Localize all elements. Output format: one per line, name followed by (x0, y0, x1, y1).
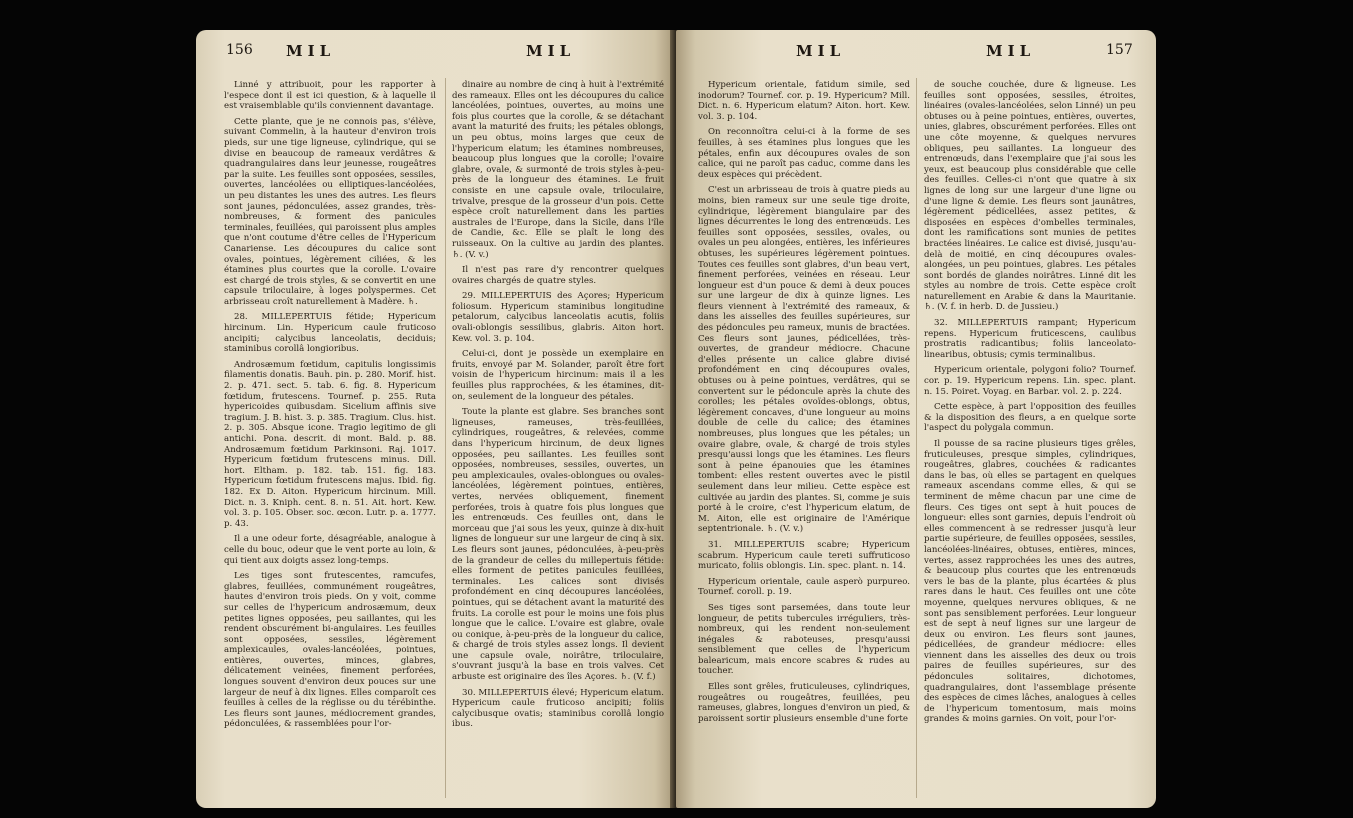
text-paragraph: Celui-ci, dont je possède un exemplaire en fruits, envoyé par M. Solander, paroît être fort voisin de l'hypericum hircinum: mais il a les feuilles plus rapprochées, & les étamines, dit-on, seulement de la longueur des pétales. (452, 349, 664, 402)
column-divider (916, 78, 917, 798)
right-page-column-1 (698, 80, 910, 729)
text-paragraph: Linné y attribuoit, pour les rapporter à l'espece dont il est ici question, & à laquelle il est vraisemblable qu'ils conviennent davantage. (224, 80, 436, 112)
left-page-column-2 (452, 80, 664, 735)
synonymy-paragraph: Hypericum orientale, caule asperò purpureo. Tournef. coroll. p. 19. (698, 576, 910, 598)
text-paragraph: Toute la plante est glabre. Ses branches sont ligneuses, rameuses, très-feuillées, cylindriques, rougeâtres, & relevées, comme dans l'hypericum hircinum, de deux lignes opposées, peu saillantes. Les feuilles sont opposées, nombreuses, sessiles, ouvertes, un peu amplexicaules, ovales-oblongues ou ovales-lancéolées, légèrement pointues, entières, vertes, nervées obliquement, finement perforées, trois à quatre fois plus longues que les entrenœuds. Ces feuilles ont, dans le morceau que j'ai sous les yeux, quinze à dix-huit lignes de longueur sur une largeur de cinq à six. Les fleurs sont jaunes, pédonculées, à-peu-près de la grandeur de celles du millepertuis fétide: elles forment de petites panicules feuillées, terminales. Les calices sont divisés profondément en cinq découpures lancéolées, pointues, qui se détachent avant la maturité des fruits. La corolle est pour le moins une fois plus longue que le calice. L'ovaire est glabre, ovale ou conique, à-peu-près de la longueur du calice, & chargé de trois styles assez longs. Il devient une capsule ovale, noirâtre, triloculaire, s'ouvrant jusqu'à la base en trois valves. Cet arbuste est originaire des îles Açores. ♄. (V. f.) (452, 407, 664, 683)
left-page-column-1 (224, 80, 436, 735)
entry-heading: 28. MILLEPERTUIS fétide; Hypericum hircinum. Lin. Hypericum caule fruticoso ancipiti; calycibus lanceolatis, deciduis; staminibus corollâ longioribus. (224, 312, 436, 355)
text-paragraph: Elles sont grêles, fruticuleuses, cylindriques, rougeâtres ou rougeâtres, feuillées, peu rameuses, glabres, longues d'environ un pied, & paroissent sortir plusieurs ensemble d'une forte (698, 682, 910, 724)
synonymy-paragraph: Androsæmum fœtidum, capitulis longissimis filamentis donatis. Bauh. pin. p. 280. Morif. hist. 2. p. 471. sect. 5. tab. 6. fig. 8. Hypericum fœtidum, frutescens. Tournef. p. 255. Ruta hypericoides quibusdam. Sicelium affinis sive tragium. J. B. hist. 3. p. 385. Tragium. Clus. hist. 2. p. 305. Absque icone. Tragio legitimo de gli antichi. Pona. descrit. di mont. Bald. p. 88. Androsæmum fœtidum Parkinsoni. Raj. 1017. Hypericum fœtidum frutescens minus. Dill. hort. Eltham. p. 182. tab. 151. fig. 183. Hypericum fœtidum frutescens majus. Ibid. fig. 182. Ex D. Aiton. Hypericum hircinum. Mill. Dict. n. 3. Kniph. cent. 8. n. 51. Ait. hort. Kew. vol. 3. p. 105. Obser. soc. œcon. Lutr. p. a. 1777. p. 43. (224, 359, 436, 529)
text-paragraph: On reconnoîtra celui-ci à la forme de ses feuilles, à ses étamines plus longues que les pétales, enfin aux découpures ovales de son calice, qui ne paroît pas caduc, comme dans les deux espèces qui précèdent. (698, 127, 910, 180)
text-paragraph: Cette espèce, à part l'opposition des feuilles & la disposition des fleurs, a en quelque sorte l'aspect du polygala commun. (924, 402, 1136, 434)
text-paragraph: de souche couchée, dure & ligneuse. Les feuilles sont opposées, sessiles, étroites, linéaires (ovales-lancéolées, selon Linné) un peu obtuses ou à peine pointues, entières, ouvertes, unies, glabres, obscurément perforées. Elles ont une côte moyenne, & quelques nervures obliques, peu saillantes. La longueur des entrenœuds, dans l'exemplaire que j'ai sous les yeux, est beaucoup plus considérable que celle des feuilles. Celles-ci n'ont que quatre à six lignes de long sur une largeur d'une ligne ou d'une ligne & demie. Les fleurs sont jaunâtres, légèrement pédicellées, assez petites, & disposées en espèces d'ombelles terminales, dont les ramifications sont munies de petites bractées linéaires. Le calice est divisé, jusqu'au-delà de moitié, en cinq découpures ovales-alongées, un peu pointues, glabres. Les pétales sont bordés de glandes noirâtres. Linné dit les styles au nombre de trois. Cette espèce croît naturellement en Arabie & dans la Mauritanie. ♄. (V. f. in herb. D. de Jussieu.) (924, 80, 1136, 313)
entry-heading: 29. MILLEPERTUIS des Açores; Hypericum foliosum. Hypericum staminibus longitudine petalorum, calycibus lanceolatis acutis, foliis ovali-oblongis sessilibus, glabris. Aiton hort. Kew. vol. 3. p. 104. (452, 291, 664, 344)
text-paragraph: Il pousse de sa racine plusieurs tiges grêles, fruticuleuses, presque simples, cylindriques, rougeâtres, glabres, couchées & radicantes dans le bas, où elles se partagent en quelques rameaux ascendans comme elles, & qui se terminent de même chacun par une cime de fleurs. Ces tiges ont sept à huit pouces de longueur: elles sont garnies, depuis l'endroit où elles commencent à se redresser jusqu'à leur partie supérieure, de feuilles opposées, sessiles, lancéolées-linéaires, obtuses, entières, minces, vertes, assez rapprochées les unes des autres, & beaucoup plus courtes que les entrenœuds vers le bas de la plante, plus écartées & plus rares dans le haut. Ces feuilles ont une côte moyenne, quelques nervures obliques, & ne sont pas sensiblement perforées. Leur longueur est de sept à neuf lignes sur une largeur de deux ou environ. Les fleurs sont jaunes, pédicellées, de grandeur médiocre: elles viennent dans les aisselles des deux ou trois paires de feuilles supérieures, sur des pédoncules solitaires, dichotomes, quadrangulaires, dont l'assemblage présente des espèces de cimes lâches, analogues à celles de l'hypericum tomentosum, mais moins grandes & moins garnies. On voit, pour l'or- (924, 439, 1136, 725)
text-paragraph: Ses tiges sont parsemées, dans toute leur longueur, de petits tubercules irréguliers, très-nombreux, qui les rendent non-seulement inégales & raboteuses, presqu'aussi sensiblement que celles de l'hypericum balearicum, mais encore scabres & rudes au toucher. (698, 602, 910, 677)
right-page-column-2 (924, 80, 1136, 730)
text-paragraph: Les tiges sont frutescentes, ramcufes, glabres, feuillées, communément rougeâtres, hautes d'environ trois pieds. On y voit, comme sur celles de l'hypericum androsæmum, deux petites lignes opposées, peu saillantes, qui les rendent obscurément bi-angulaires. Les feuilles sont opposées, sessiles, légèrement amplexicaules, ovales-lancéolées, pointues, entières, ouvertes, minces, glabres, délicatement veinées, finement perforées, longues souvent d'environ deux pouces sur une largeur de neuf à dix lignes. Elles comparoît ces feuilles à celles de la réglisse ou du térébinthe. Les fleurs sont jaunes, médiocrement grandes, pédonculées, & rassemblées pour l'or- (224, 571, 436, 730)
entry-heading: 32. MILLEPERTUIS rampant; Hypericum repens. Hypericum fruticescens, caulibus prostratis radicantibus; foliis lanceolato-linearibus, obtusis; cymis terminalibus. (924, 318, 1136, 360)
running-head-left-2: MIL (526, 42, 576, 60)
entry-heading: 30. MILLEPERTUIS élevé; Hypericum elatum. Hypericum caule fruticoso ancipiti; foliis calycibusque ovatis; staminibus corollâ longio ibus. (452, 687, 664, 730)
synonymy-paragraph: Hypericum orientale, fatidum simile, sed inodorum? Tournef. cor. p. 19. Hypericum? Mill. Dict. n. 6. Hypericum elatum? Aiton. hort. Kew. vol. 3. p. 104. (698, 80, 910, 122)
running-head-right-2: MIL (986, 42, 1036, 60)
text-paragraph: Cette plante, que je ne connois pas, s'élève, suivant Commelin, à la hauteur d'environ trois pieds, sur une tige ligneuse, cylindrique, qui se divise en beaucoup de rameaux verdâtres & quadrangulaires dans leur jeunesse, rougeâtres par la suite. Les feuilles sont opposées, sessiles, ouvertes, lancéolées ou elliptiques-lancéolées, un peu distantes les unes des autres. Les fleurs sont jaunes, pédonculées, assez grandes, très-nombreuses, & forment des panicules terminales, feuillées, qui paroissent plus amples que n'ont coutume d'être celles de l'Hypericum Canariense. Les découpures du calice sont ovales, pointues, légèrement ciliées, & les étamines plus courtes que la corolle. L'ovaire est chargé de trois styles, & se convertit en une capsule triloculaire, à loges polyspermes. Cet arbrisseau croît naturellement à Madère. ♄. (224, 116, 436, 307)
text-paragraph: dinaire au nombre de cinq à huit à l'extrémité des rameaux. Elles ont les découpures du calice lancéolées, pointues, ouvertes, au moins une fois plus courtes que la corolle, & se détachant avant la maturité des fruits; les pétales oblongs, un peu obtus, moins larges que ceux de l'hypericum elatum; les étamines nombreuses, beaucoup plus longues que la corolle; l'ovaire glabre, ovale, & surmonté de trois styles à-peu-près de la longueur des étamines. Le fruit consiste en une capsule ovale, triloculaire, trivalve, presque de la grosseur d'un pois. Cette espèce croît naturellement dans les parties australes de l'Europe, dans la Sicile, dans l'île de Candie, &c. Elle se plaît le long des ruisseaux. On la cultive au jardin des plantes. ♄. (V. v.) (452, 80, 664, 260)
entry-heading: 31. MILLEPERTUIS scabre; Hypericum scabrum. Hypericum caule tereti suffruticoso muricato, foliis oblongis. Lin. spec. plant. n. 14. (698, 539, 910, 572)
left-page (196, 30, 674, 808)
page-number-right: 157 (1106, 42, 1133, 58)
page-number-left: 156 (226, 42, 253, 58)
text-paragraph: C'est un arbrisseau de trois à quatre pieds au moins, bien rameux sur une seule tige droite, cylindrique, légèrement biangulaire par des lignes décurrentes le long des entrenœuds. Les feuilles sont opposées, sessiles, ovales, ou ovales un peu alongées, entières, les inférieures obtuses, les supérieures légèrement pointues. Toutes ces feuilles sont glabres, d'un beau vert, finement perforées, veinées en réseau. Leur longueur est d'un pouce & demi à deux pouces sur une largeur de dix à quinze lignes. Les fleurs viennent à l'extrémité des rameaux, & dans les aisselles des feuilles supérieures, sur des pédoncules peu rameux, munis de bractées. Ces fleurs sont jaunes, pédicellées, très-ouvertes, de grandeur médiocre. Chacune d'elles présente un calice glabre divisé profondément en cinq découpures ovales, obtuses ou à peine pointues, verdâtres, qui se convertent sur le pédoncule après la chute des corolles; les pétales ovoïdes-oblongs, obtus, légèrement concaves, d'une longueur au moins double de celle du calice; des étamines nombreuses, plus longues que les pétales; un ovaire glabre, ovale, & chargé de trois styles presqu'aussi longs que les étamines. Les fleurs sont à peine épanouies que les étamines tombent: elles restent ouvertes avec le pistil seulement dans leur milieu. Cette espèce est cultivée au jardin des plantes. Si, comme je suis porté à le croire, c'est l'hypericum elatum, de M. Aiton, elle est originaire de l'Amérique septentrionale. ♄. (V. v.) (698, 185, 910, 535)
synonymy-paragraph: Hypericum orientale, polygoni folio? Tournef. cor. p. 19. Hypericum repens. Lin. spec. plant. n. 15. Poiret. Voyag. en Barbar. vol. 2. p. 224. (924, 365, 1136, 397)
text-paragraph: Il a une odeur forte, désagréable, analogue à celle du bouc, odeur que le vent porte au loin, & qui tient aux doigts assez long-temps. (224, 534, 436, 566)
right-page (676, 30, 1156, 808)
column-divider (445, 78, 446, 798)
running-head-right-1: MIL (796, 42, 846, 60)
text-paragraph: Il n'est pas rare d'y rencontrer quelques ovaires chargés de quatre styles. (452, 265, 664, 286)
running-head-left-1: MIL (286, 42, 336, 60)
